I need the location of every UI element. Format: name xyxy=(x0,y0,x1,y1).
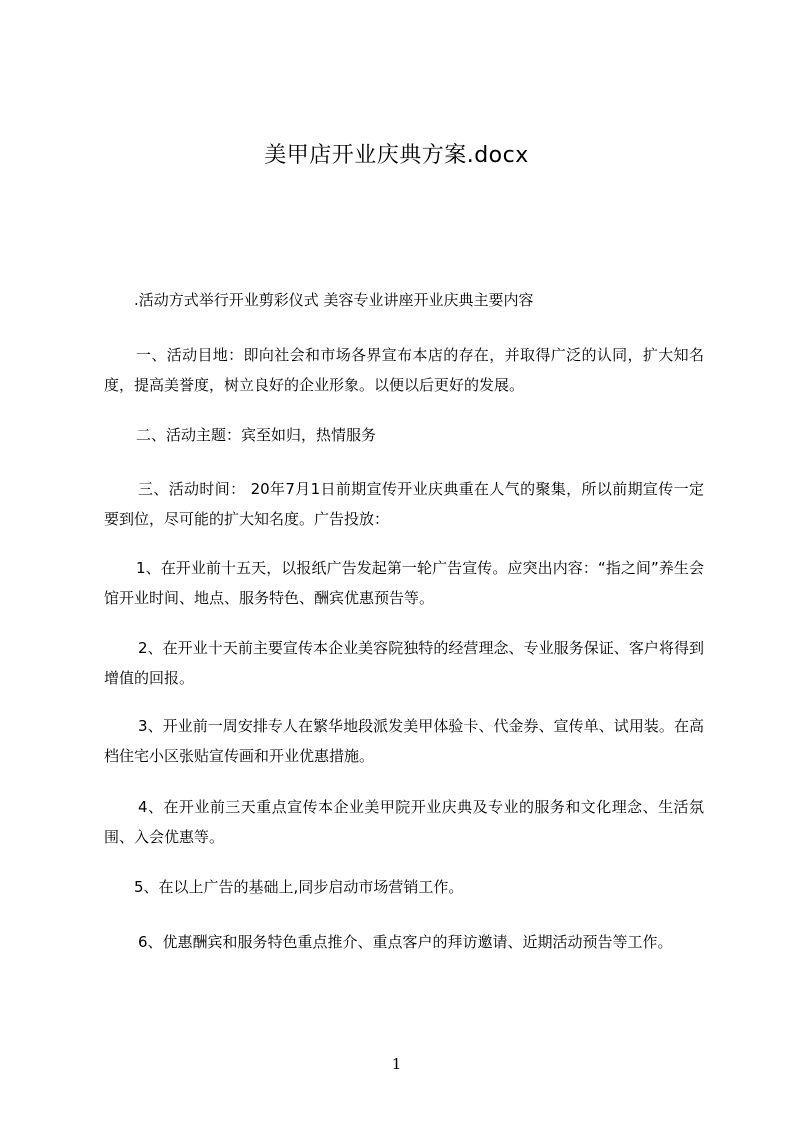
paragraph-ad-item-1: 1、在开业前十五天，以报纸广告发起第一轮广告宣传。应突出内容：“指之间”养生会馆开业时间、地点、服务特色、酬宾优惠预告等。 xyxy=(104,559,704,607)
document-title: 美甲店开业庆典方案.docx xyxy=(264,143,529,168)
paragraph-ad-item-2: 2、在开业十天前主要宣传本企业美容院独特的经营理念、专业服务保证、客户将得到增值的回报。 xyxy=(104,639,704,687)
paragraph-ad-item-6: 6、优惠酬宾和服务特色重点推介、重点客户的拜访邀请、近期活动预告等工作。 xyxy=(138,933,673,951)
paragraph-activity-time: 三、活动时间： 20年7月1日前期宣传开业庆典重在人气的聚集，所以前期宣传一定要到位，尽可能的扩大知名度。广告投放： xyxy=(104,480,704,528)
paragraph-ad-item-4: 4、在开业前三天重点宣传本企业美甲院开业庆典及专业的服务和文化理念、生活氛围、入会优惠等。 xyxy=(104,798,704,846)
page-number: 1 xyxy=(391,1055,402,1073)
paragraph-activity-method: .活动方式举行开业剪彩仪式 美容专业讲座开业庆典主要内容 xyxy=(134,291,534,309)
paragraph-ad-item-3: 3、开业前一周安排专人在繁华地段派发美甲体验卡、代金券、宣传单、试用装。在高档住宅小区张贴宣传画和开业优惠措施。 xyxy=(104,717,704,765)
paragraph-activity-theme: 二、活动主题：宾至如归，热情服务 xyxy=(136,426,377,444)
paragraph-ad-item-5: 5、在以上广告的基础上,同步启动市场营销工作。 xyxy=(134,878,464,896)
paragraph-activity-purpose: 一、活动目地：即向社会和市场各界宣布本店的存在，并取得广泛的认同，扩大知名度，提高美誉度，树立良好的企业形象。以便以后更好的发展。 xyxy=(104,346,704,394)
